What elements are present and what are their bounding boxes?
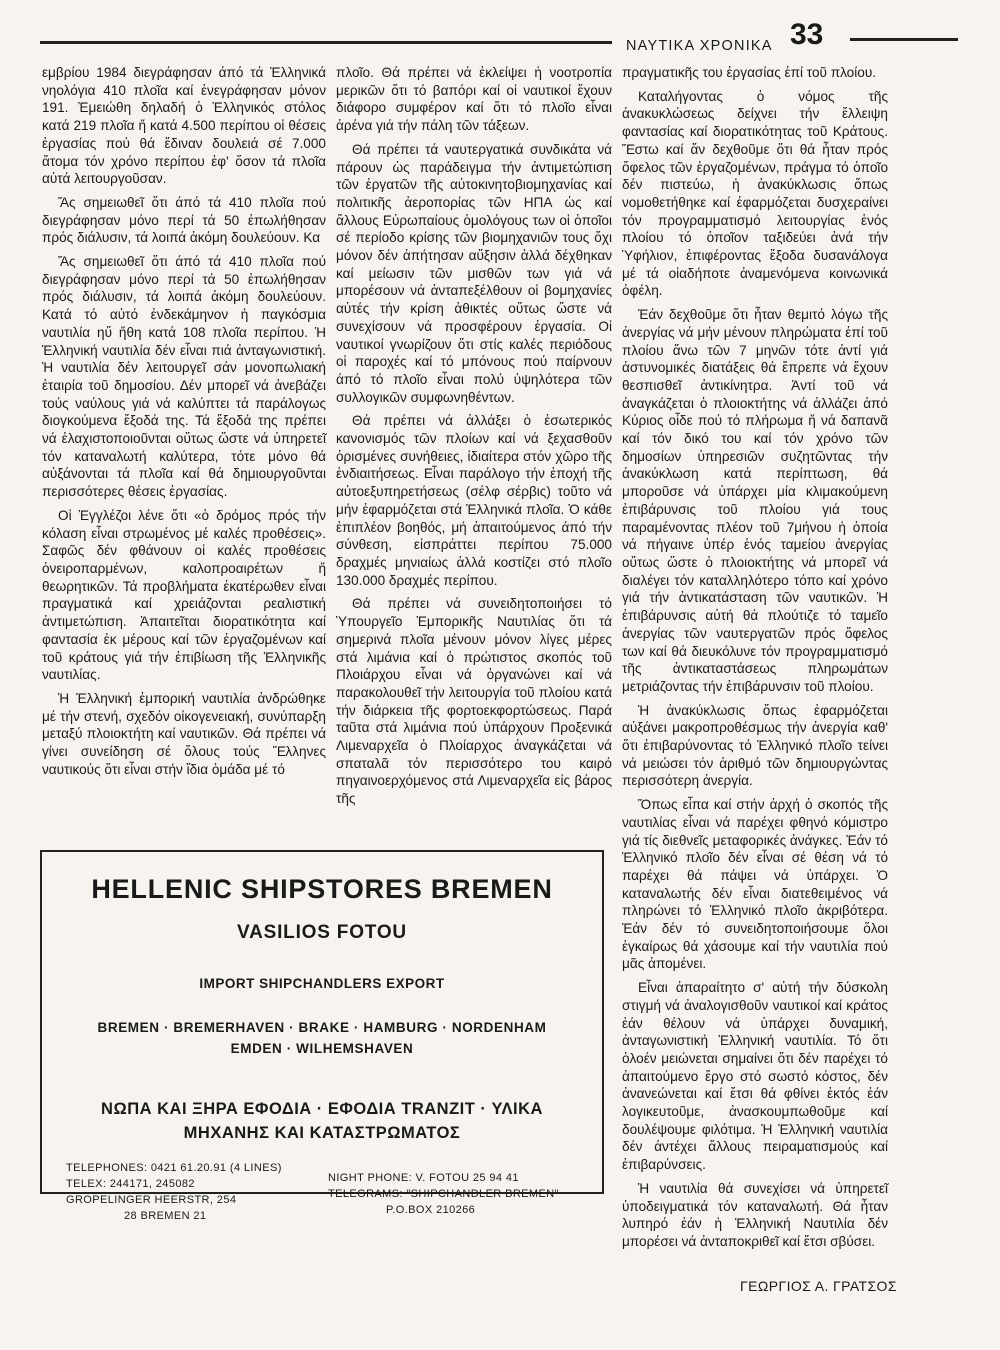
paragraph: εμβρίου 1984 διεγράφησαν άπό τά Ἑλληνικά νηολόγια 410 πλοῖα καί ἐνεγράφησαν μόνον 191. Ἐμειώθη δηλαδή ὁ Ἑλληνικός στόλος κατά 219 πλοῖα ἤ κατά 4.500 περίπου οἱ θέσεις ἐργασίας πού θά ἔδιναν δουλειά σέ 7.000 ἄτομα τόν χρόνο περίπου ἐφ' ὅσον τά πλοῖα αὐτά λειτουργοῦσαν. bbox=[42, 65, 326, 187]
paragraph: Ὅπως εἶπα καί στήν ἀρχή ὁ σκοπός τῆς ναυτιλίας εἶναι νά παρέχει φθηνό κόμιστρο γιά τίς διεθνεῖς μεταφορικές ἀνάγκες. Ἐάν τό Ἑλληνικό πλοῖο δέν εἶναι σέ θέση νά τό παρέχει θά πάψει νά ὑπάρχει. Ὁ καταναλωτής δέν εἶναι διατεθειμένος νά πληρώνει τό Ἑλληνικό πλοῖο ἀκριβότερα. Ἐάν δέν τό συνειδητοποιήσουμε ὅλοι ἐγκαίρως θά χάσουμε καί τήν ναυτιλία πού μᾶς ἀπομένει. bbox=[622, 797, 888, 972]
article-column-2 bbox=[336, 64, 612, 814]
author-signature: ΓΕΩΡΓΙΟΣ Α. ΓΡΑΤΣΟΣ bbox=[740, 1278, 897, 1294]
ad-ports-line: EMDEN · WILHEMSHAVEN bbox=[230, 1041, 414, 1056]
ad-night-phone: NIGHT PHONE: V. FOTOU 25 94 41 bbox=[328, 1172, 519, 1184]
paragraph: Θά πρέπει νά συνειδητοποιήσει τό Ὑπουργεῖο Ἐμπορικῆς Ναυτιλίας ὅτι τά σημερινά πλοῖα μένουν μόνον λίγες μέρες στά λιμάνια καί ὁ πρώτιστος σκοπός τοῦ Πλοιάρχου εἶναι νά ὀργανώνει καί νά παρακολουθεῖ τήν λειτουργία τοῦ πλοίου κατά τήν διάρκεια τῆς φορτοεκφορτώσεως. Παρά ταῦτα στά λιμάνια πού ὑπάρχουν Προξενικά Λιμεναρχεῖα ὁ Πλοίαρχος ἀναγκάζεται νά σπαταλᾶ τόν περισσότερο του καιρό πηγαινοερχόμενος στά Λιμεναρχεῖα εἰς βάρος τῆς bbox=[336, 596, 612, 807]
advertisement-box bbox=[40, 850, 604, 1222]
paragraph: πλοῖο. Θά πρέπει νά ἐκλείψει ἡ νοοτροπία μερικῶν ὅτι τό βαπόρι καί οἱ ναυτικοί ἔχουν διάφορο συμφέρον καί ὅτι τό πλοῖο εἶναι ἀρένα γιά τήν πάλη τῶν τάξεων. bbox=[336, 65, 612, 134]
ad-street: GROPELINGER HEERSTR, 254 bbox=[66, 1194, 237, 1206]
ad-telephones: TELEPHONES: 0421 61.20.91 (4 LINES) bbox=[66, 1162, 282, 1174]
ad-products-line: ΜΗΧΑΝΗΣ ΚΑΙ ΚΑΤΑΣΤΡΩΜΑΤΟΣ bbox=[183, 1124, 461, 1142]
magazine-name: ΝΑΥΤΙΚΑ ΧΡΟΝΙΚΑ bbox=[626, 38, 773, 54]
paragraph: Θά πρέπει νά ἀλλάξει ὁ ἐσωτερικός κανονισμός τῶν πλοίων καί νά ξεχασθοῦν ὁρισμένες συνήθειες, ἰδιαίτερα στόν χῶρο τῆς ἐνδιαιτήσεως. Εἶναι παράλογο τήν ἐποχή τῆς αὐτοεξυπηρετήσεως (σέλφ σέρβις) τοῦτο νά μήν ἐφαρμόζεται στά Ἑλληνικά πλοῖα. Ὁ κάθε ἐπιπλέον βοηθός, μή ἀπαιτούμενος άπό τήν σύνθεση, εἰσπράττει περίπου 75.000 δραχμές μηνιαίως ἀλλά κοστίζει στό πλοῖο 130.000 δραχμές περίπου. bbox=[336, 413, 612, 588]
ad-city: 28 BREMEN 21 bbox=[124, 1210, 207, 1222]
ad-contact-right bbox=[328, 1170, 559, 1218]
ad-po-box: P.O.BOX 210266 bbox=[386, 1204, 476, 1216]
paragraph: Θά πρέπει τά ναυτεργατικά συνδικάτα νά πάρουν ὡς παράδειγμα τήν ἀντιμετώπιση τῶν ἐργατῶν τῆς αὐτοκινητοβιομηχανίας καί πολιτικῆς ἀεροπορίας τῶν ΗΠΑ ὡς καί ἄλλους Εὐρωπαίους ὁμολόγους των οἱ ὁποῖοι σέ περίοδο κρίσης τῶν βιομηχανιῶν τους ὄχι μόνον δέν ἀπήτησαν αὔξησιν ἀλλά δέχθηκαν καί μείωσιν τῶν μισθῶν των γιά νά μπορέσουν νά ἀνταπεξέλθουν οἱ βομηχανίες αὐτές τήν κρίση ἀθικτές οὕτως ὥστε νά συνεχίσουν νά προσφέρουν ἐργασία. Οἱ ναυτικοί γνωρίζουν ὅτι στίς καλές περιόδους οἱ παροχές καί τό μπόνους πού παίρνουν άπό τό πλοῖο εἶναι πολύ ὑψηλότερα τῶν συλλογικῶν συμφωνηθέντων. bbox=[336, 141, 612, 405]
paragraph: Ἡ ναυτιλία θά συνεχίσει νά ὑπηρετεῖ ὑποδειγματικά τόν καταναλωτή. Θά ἦταν λυπηρό ἐάν ἡ Ἑλληνική Ναυτιλία δέν μπορέσει νά ἀνταποκριθεῖ καί ἔτσι σβύσει. bbox=[622, 1180, 888, 1249]
page-number: 33 bbox=[790, 18, 824, 51]
paragraph: Ἡ ἀνακύκλωσις ὅπως ἐφαρμόζεται αὐξάνει μακροπροθέσμως τήν ἀνεργία καθ' ὅτι ἐπιβαρύνοντας τό Ἑλληνικό πλοῖο τείνει νά μειώσει τόν ἀριθμό τῶν δημιουργώντας περισσότερη ἀνεργία. bbox=[622, 702, 888, 789]
header-rule-left bbox=[40, 41, 612, 44]
ad-ports-line: BREMEN · BREMERHAVEN · BRAKE · HAMBURG · NORDENHAM bbox=[97, 1020, 547, 1035]
header-rule-right bbox=[850, 38, 958, 41]
paragraph: Ἄς σημειωθεῖ ὅτι άπό τά 410 πλοῖα πού διεγράφησαν μόνο περί τά 50 ἐπωλήθησαν πρός διάλυσιν, τά λοιπά ἀκόμη δουλεύουν. Κα bbox=[42, 194, 326, 246]
ad-contact-left bbox=[66, 1160, 282, 1224]
paragraph: Εἶναι ἀπαραίτητο σ' αὐτή τήν δύσκολη στιγμή νά ἀναλογισθοῦν ναυτικοί καί κράτος ἐάν θέλουν νά ὑπάρχει δυναμική, ἀνταγωνιστική Ἑλληνική ναυτιλία. Τό ὅτι ὁλοέν μειώνεται σημαίνει ὅτι δέν παρέχει τό ἀπαιτούμενο ἔργο στό σωστό κόστος, δέν ἀνανεώνεται καί ἔτσι θά φθίνει ἐκτός ἐάν λογικευτοῦμε, ἀνασκουμπωθοῦμε καί δουλέψουμε φιλότιμα. Ἡ Ἑλληνική ναυτιλία δέν ἀντέχει ἄλλους πειραματισμούς καί ἐπιβαρύνσεις. bbox=[622, 980, 888, 1173]
article-column-3 bbox=[622, 64, 888, 1257]
ad-company-name: HELLENIC SHIPSTORES BREMEN bbox=[91, 874, 553, 904]
ad-owner-name: VASILIOS FOTOU bbox=[237, 922, 407, 943]
paragraph: Ἡ Ἑλληνική ἐμπορική ναυτιλία ἀνδρώθηκε μέ τήν στενή, σχεδόν οἰκογενειακή, συνύπαρξη μεταξύ πλοιοκτήτη καί ναυτικῶν. Θά πρέπει νά γίνει συνείδηση σέ ὅλους τούς Ἕλληνες ναυτικούς ὅτι εἶναι στήν ἴδια ὁμάδα μέ τό bbox=[42, 690, 326, 777]
ad-products-line: ΝΩΠΑ ΚΑΙ ΞΗΡΑ ΕΦΟΔΙΑ · ΕΦΟΔΙΑ TRANZIT · ΥΛΙΚΑ bbox=[101, 1100, 543, 1118]
ad-tagline: IMPORT SHIPCHANDLERS EXPORT bbox=[199, 976, 445, 991]
paragraph: πραγματικῆς του ἐργασίας ἐπί τοῦ πλοίου. bbox=[622, 65, 877, 80]
ad-telegrams: TELEGRAMS: "SHIPCHANDLER BREMEN" bbox=[328, 1188, 559, 1200]
article-column-1 bbox=[42, 64, 326, 784]
paragraph: Ἄς σημειωθεῖ ὅτι άπό τά 410 πλοῖα πού διεγράφησαν μόνο περί τά 50 ἐπωλήθησαν πρός διάλυσιν, τά λοιπά ἀκόμη δουλεύουν. Κατά τό αὐτό ἐνδεκάμηνον ἡ παγκόσμια ναυτιλία ηὔ ἤθη κατά 108 πλοῖα περίπου. Ἡ Ἑλληνική ναυτιλία δέν εἶναι πιά ἀνταγωνιστική. Ἡ ναυτιλία δέν λειτουργεῖ σάν μονοπωλιακή ἑταιρία τοῦ δημοσίου. Δέν μπορεῖ νά ἀνεβάζει τούς ναύλους γιά νά καλύπτει τά παράλογως διογκούμενα ἔξοδά της. Τά ἔξοδά της πρέπει νά ἐλαχιστοποιοῦνται οὕτως ὥστε νά ὑπηρετεῖ τόν καταναλωτή καλύτερα, τότε μόνο θά αὐξάνονται τά πλοῖα καί θά δημιουργοῦνται περισσότερες θέσεις ἐργασίας. bbox=[42, 254, 326, 500]
paragraph: Ἐάν δεχθοῦμε ὅτι ἦταν θεμιτό λόγω τῆς ἀνεργίας νά μήν μένουν πληρώματα ἐπί τοῦ πλοίου ἄνω τῶν 7 μηνῶν τότε ἀντί γιά ἀστυνομικές διατάξεις θά ἔπρεπε νά ἔχουν θεσπισθεῖ ἀντικίνητρα. Ἀντί τοῦ νά ἀναγκάζεται ὁ πλοιοκτήτης νά ἀλλάζει ἀπό Κύριος οἶδε πού τό πλήρωμα ἤ νά δαπανᾶ καί τόν δικό του καί τόν χρόνο τῶν δημοσίων ὑπηρεσιῶν συζητῶντας τήν ἀνακύκλωση κατά περίπτωση, θά μποροῦσε νά ὑπάρχει μία κλιμακούμενη ἐπιβάρυνσις τοῦ πλοίου γιά τους παραμένοντας πλέον τοῦ 7μήνου ἡ ὁποία νά πήγαινε ὑπέρ ἑνός ταμείου ἀνεργίας οὕτως ὥστε ὁ πλοιοκτήτης νά μπορεῖ νά διαλέγει τόν καταλληλότερο τόπο καί χρόνο γιά τήν ἀντικατάσταση τῶν ναυτικῶν. Ἡ ἐπιβάρυνσις αὐτή θά πλούτιζε τό ταμεῖο ἀνεργίας τῶν ναυτεργατῶν πρός ὄφελος των καί θά διευκόλυνε τόν προγραμματισμό τῆς ἀντικαταστάσεως πληρωμάτων μετριάζοντας τήν ἐπιβάρυνσιν τοῦ πλοίου. bbox=[622, 307, 888, 694]
paragraph: Οἱ Ἐγγλέζοι λένε ὅτι «ὁ δρόμος πρός τήν κόλαση εἶναι στρωμένος μέ καλές προθέσεις». Σαφῶς δέν φθάνουν οἱ καλές προθέσεις ὀνειροπαρμένων, καλοπροαιρέτων ἤ θεωρητικῶν. Τά προβλήματα ἑκατέρωθεν εἶναι πραγματικά καί χρειάζονται ρεαλιστική ἀντιμετώπιση. Ἀπαιτεῖται διορατικότητα καί φαντασία ἐκ μέρους καί τῶν ἐργαζομένων καί τοῦ κράτους γιά τήν ἐπιβίωση τῆς Ἑλληνικῆς ναυτιλίας. bbox=[42, 507, 326, 683]
paragraph: Καταλήγοντας ὁ νόμος τῆς ἀνακυκλώσεως δείχνει τήν ἔλλειψη φαντασίας καί διορατικότητας τοῦ Κράτους. Ἔστω καί ἄν δεχθοῦμε ὅτι θά ἦταν πρός ὄφελος τῶν ἐργαζομένων, πράγμα τό ὁποῖο δέν πιστεύω, ἡ ἀνακύκλωσις ὅπως νομοθετήθηκε καί ἐφαρμόζεται δυσχεραίνει τόν προγραμματισμό λειτουργίας ἑνός πλοίου τό ὁποῖον ταξιδεύει ἀνά τήν Ὑφήλιον, ἐπιφέροντας ἔξοδα δυσανάλογα μέ τά οἱαδήποτε ἀναμενόμενα κοινωνικά ὀφέλη. bbox=[622, 88, 888, 299]
ad-telex: TELEX: 244171, 245082 bbox=[66, 1178, 195, 1190]
